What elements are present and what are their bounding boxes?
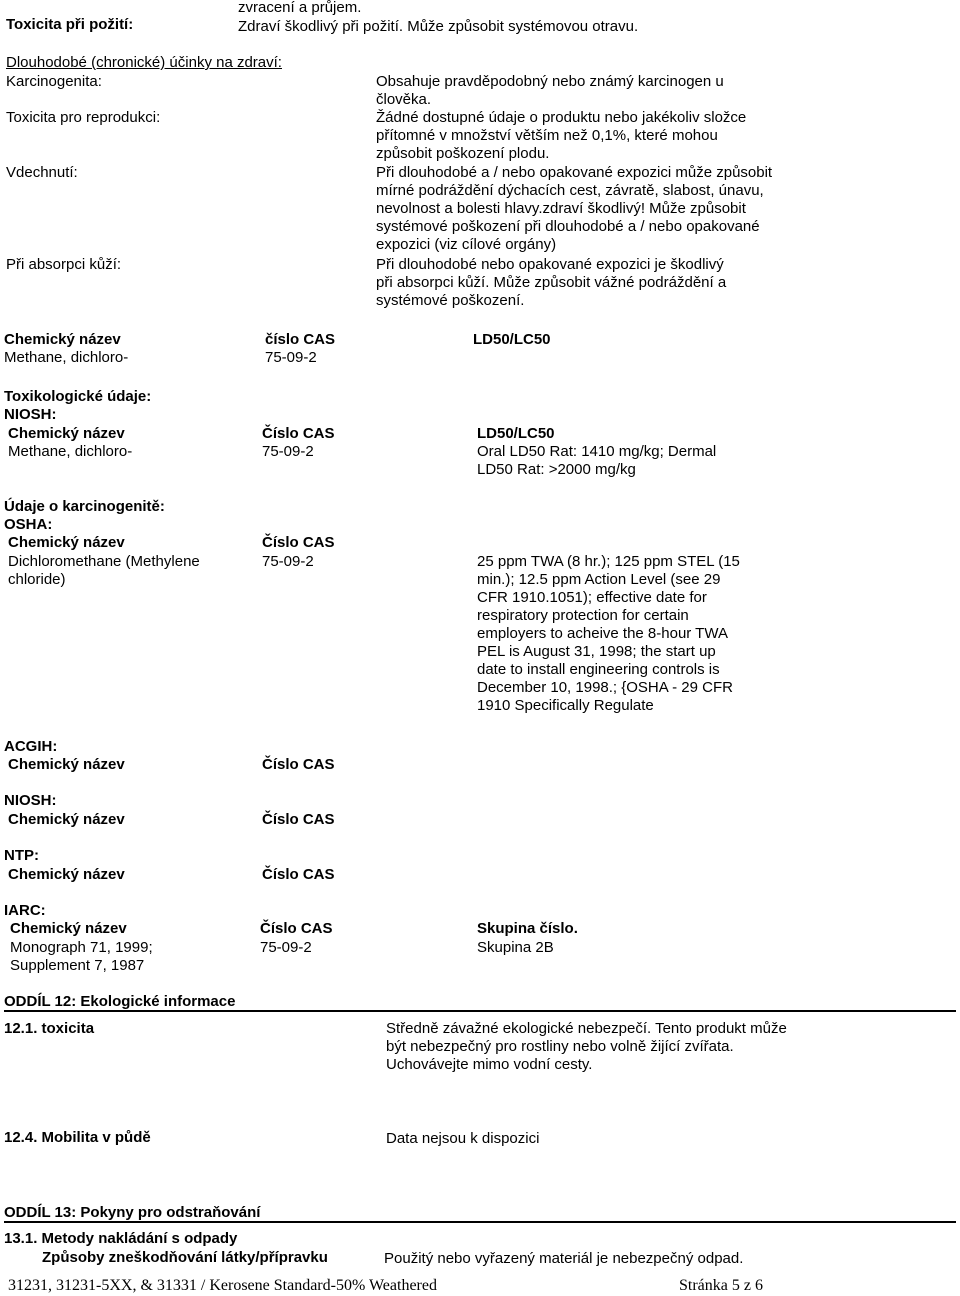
carc-row-text: 25 ppm TWA (8 hr.); 125 ppm STEL (15 min.); 12.5 ppm Action Level (see 29 CFR 1910.1051); effective date for respiratory protection for certain employers to acheive the 8-hour TWA PEL is August 31, 1998; the start up date to install engineering controls is December 10, 1998.; {OSHA - 29 CFR 1910 Specifically Regulate <box>477 553 740 714</box>
acgih-col-cas: Číslo CAS <box>262 756 335 773</box>
ld50-row-name: Methane, dichloro- <box>4 349 129 366</box>
absorpce-label: Při absorpci kůží: <box>6 256 122 273</box>
toxicita-text: Středně závažné ekologické nebezpečí. Tento produkt může být nebezpečný pro rostliny nebo volně žijící zvířata. Uchovávejte mimo vodní cesty. <box>386 1020 787 1073</box>
tox-col-ld: LD50/LC50 <box>477 425 555 442</box>
acgih-label: ACGIH: <box>4 738 58 755</box>
ntp-label: NTP: <box>4 847 39 864</box>
section-12-rule <box>4 1010 956 1012</box>
section-12-heading: ODDÍL 12: Ekologické informace <box>4 993 236 1010</box>
carc-row-cas: 75-09-2 <box>262 553 314 570</box>
iarc-col-group: Skupina číslo. <box>477 920 578 937</box>
carc-row-name: Dichloromethane (Methylene chloride) <box>8 553 200 588</box>
tox-heading: Toxikologické údaje: <box>4 388 152 405</box>
iarc-label: IARC: <box>4 902 46 919</box>
section-13-heading: ODDÍL 13: Pokyny pro odstraňování <box>4 1204 261 1221</box>
zpusoby-text: Použitý nebo vyřazený materiál je nebezpečný odpad. <box>384 1250 744 1267</box>
toxicita-pozitim-line1: zvracení a průjem. <box>238 0 362 16</box>
tox-row-name: Methane, dichloro- <box>8 443 133 460</box>
acgih-col-name: Chemický název <box>8 756 125 773</box>
iarc-col-name: Chemický název <box>10 920 127 937</box>
vdechnuti-label: Vdechnutí: <box>6 164 78 181</box>
ld50-row-cas: 75-09-2 <box>265 349 317 366</box>
chronic-heading: Dlouhodobé (chronické) účinky na zdraví: <box>6 54 282 71</box>
iarc-row-cas: 75-09-2 <box>260 939 312 956</box>
niosh-col-cas: Číslo CAS <box>262 811 335 828</box>
footer-product: 31231, 31231-5XX, & 31331 / Kerosene Standard-50% Weathered <box>8 1277 437 1294</box>
carc-heading: Údaje o karcinogenitě: <box>4 498 165 515</box>
mobilita-text: Data nejsou k dispozici <box>386 1130 540 1147</box>
section-13-rule <box>4 1221 956 1223</box>
ld50-col-ld: LD50/LC50 <box>473 331 551 348</box>
ld50-col-cas: číslo CAS <box>265 331 336 348</box>
reprodukce-label: Toxicita pro reprodukci: <box>6 109 161 126</box>
footer-page-number: Stránka 5 z 6 <box>679 1277 763 1294</box>
toxicita-pozitim-line2: Zdraví škodlivý při požití. Může způsobit systémovou otravu. <box>238 18 639 35</box>
ld50-col-name: Chemický název <box>4 331 121 348</box>
tox-row-cas: 75-09-2 <box>262 443 314 460</box>
zpusoby-label: Způsoby zneškodňování látky/přípravku <box>42 1249 328 1266</box>
iarc-row-name: Monograph 71, 1999; Supplement 7, 1987 <box>10 939 153 974</box>
ntp-col-cas: Číslo CAS <box>262 866 335 883</box>
tox-row-ld: Oral LD50 Rat: 1410 mg/kg; Dermal LD50 Rat: >2000 mg/kg <box>477 443 717 478</box>
karcinogenita-label: Karcinogenita: <box>6 73 102 90</box>
tox-niosh-label: NIOSH: <box>4 406 57 423</box>
carc-col-name: Chemický název <box>8 534 125 551</box>
reprodukce-text: Žádné dostupné údaje o produktu nebo jakékoliv složce přítomné v množství větším než 0,1%, které mohou způsobit poškození plodu. <box>376 109 747 162</box>
niosh-carc-label: NIOSH: <box>4 792 57 809</box>
mobilita-label: 12.4. Mobilita v půdě <box>4 1129 151 1146</box>
tox-col-name: Chemický název <box>8 425 125 442</box>
iarc-row-group: Skupina 2B <box>477 939 554 956</box>
karcinogenita-text: Obsahuje pravděpodobný nebo známý karcinogen u člověka. <box>376 73 724 108</box>
absorpce-text: Při dlouhodobé nebo opakované expozici je škodlivý při absorpci kůží. Může způsobit vážné podráždění a systémové poškození. <box>376 256 727 309</box>
tox-col-cas: Číslo CAS <box>262 425 335 442</box>
metody-label: 13.1. Metody nakládání s odpady <box>4 1230 238 1247</box>
vdechnuti-text: Při dlouhodobé a / nebo opakované expozici může způsobit mírné podráždění dýchacích cest, závratě, slabost, únavu, nevolnost a bolesti hlavy.zdraví škodlivý! Může způsobit systémové poškození při dlouhodobé a / nebo opakované expozici (viz cílové orgány) <box>376 164 773 253</box>
niosh-col-name: Chemický název <box>8 811 125 828</box>
toxicita-label: 12.1. toxicita <box>4 1020 95 1037</box>
iarc-col-cas: Číslo CAS <box>260 920 333 937</box>
carc-osha-label: OSHA: <box>4 516 53 533</box>
ntp-col-name: Chemický název <box>8 866 125 883</box>
toxicita-pozitim-label: Toxicita při požití: <box>6 16 134 33</box>
carc-col-cas: Číslo CAS <box>262 534 335 551</box>
